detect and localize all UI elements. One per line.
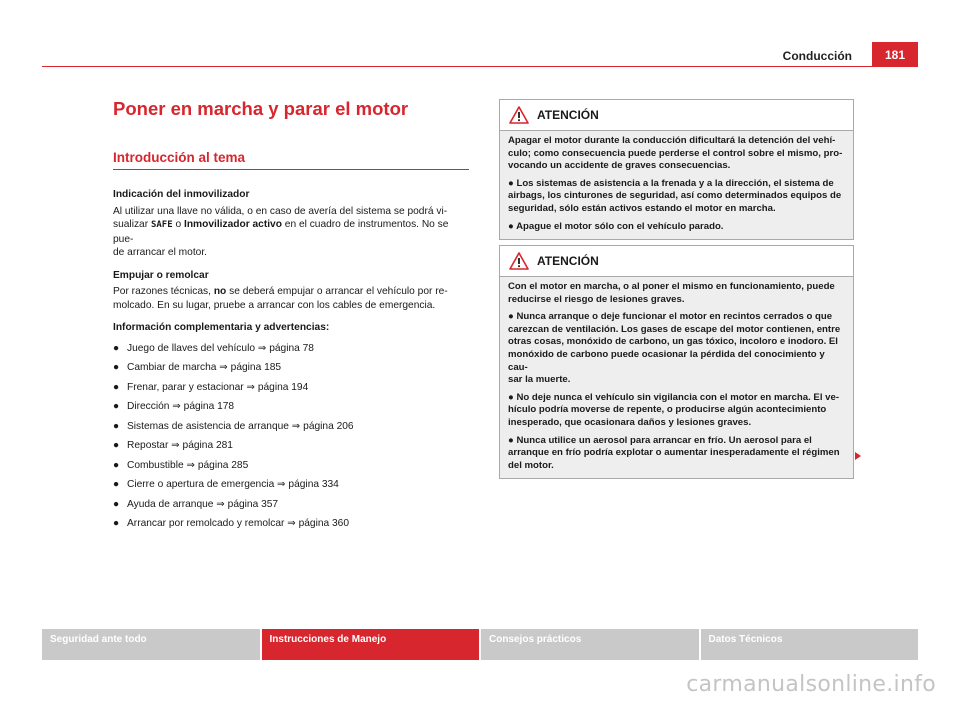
immobilizer-text — [113, 205, 469, 260]
push-line-1a: Por razones técnicas, — [113, 286, 211, 297]
page-link[interactable]: Combustible ⇒ página 285 — [127, 459, 249, 471]
warning-line: carezcan de ventilación. Los gases de escape del motor contienen, entre — [508, 323, 841, 335]
warning-title: ATENCIÓN — [537, 254, 599, 268]
immobilizer-active-label: Inmovilizador activo — [184, 219, 282, 230]
list-item: ● Frenar, parar y estacionar ⇒ página 194 — [113, 381, 309, 393]
immobilizer-line-1: Al utilizar una llave no válida, o en caso de avería del sistema se podrá vi- — [113, 205, 448, 217]
immobilizer-heading: Indicación del inmovilizador — [113, 189, 250, 200]
warning-paragraph — [508, 435, 845, 473]
warning-paragraph — [508, 178, 845, 216]
warning-line: otras cosas, monóxido de carbono, un gas tóxico, incoloro e inodoro. El — [508, 336, 838, 348]
continue-arrow-icon — [855, 452, 861, 460]
warning-line: vocando un accidente de graves consecuencias. — [508, 160, 731, 172]
section-subtitle: Introducción al tema — [113, 150, 469, 170]
tab-datos[interactable]: Datos Técnicos — [701, 629, 919, 660]
list-item: ● Ayuda de arranque ⇒ página 357 — [113, 498, 279, 510]
warning-line: inesperado, que ocasionara daños y lesiones graves. — [508, 416, 752, 428]
immobilizer-line-2a: sualizar — [113, 219, 149, 230]
warning-line: ● Apague el motor sólo con el vehículo parado. — [508, 220, 724, 232]
page-link[interactable]: Ayuda de arranque ⇒ página 357 — [127, 498, 279, 510]
reference-list — [113, 342, 469, 531]
left-column — [113, 98, 469, 537]
tab-seguridad[interactable]: Seguridad ante todo — [42, 629, 260, 660]
warning-triangle-icon — [509, 252, 529, 270]
warning-line: ● No deje nunca el vehículo sin vigilancia con el motor en marcha. El ve- — [508, 391, 840, 403]
warning-line: ● Los sistemas de asistencia a la frenada y a la dirección, el sistema de — [508, 177, 834, 189]
list-item: ● Cierre o apertura de emergencia ⇒ página 334 — [113, 479, 339, 490]
list-item: ● Repostar ⇒ página 281 — [113, 440, 233, 451]
header-rule — [42, 66, 918, 67]
warning-paragraph — [508, 221, 845, 234]
page-number: 181 — [872, 42, 918, 67]
page-link[interactable]: Cierre o apertura de emergencia ⇒ página 334 — [127, 479, 339, 490]
list-item: ● Juego de llaves del vehículo ⇒ página 78 — [113, 342, 314, 354]
immobilizer-line-2d: en el cuadro de instrumentos. No se pue- — [113, 219, 449, 245]
warning-paragraph — [508, 281, 845, 306]
tab-instrucciones[interactable]: Instrucciones de Manejo — [262, 629, 480, 660]
list-item: ● Dirección ⇒ página 178 — [113, 401, 235, 412]
list-item: ● Arrancar por remolcado y remolcar ⇒ página 360 — [113, 518, 350, 529]
warning-box — [499, 245, 854, 479]
warning-paragraph — [508, 135, 845, 173]
page-link[interactable]: Repostar ⇒ página 281 — [127, 440, 233, 451]
list-item: ● Combustible ⇒ página 285 — [113, 459, 249, 471]
safe-symbol: SAFE — [150, 220, 173, 230]
page-link[interactable]: Frenar, parar y estacionar ⇒ página 194 — [127, 381, 309, 393]
immobilizer-line-2b: o — [175, 219, 182, 230]
list-item: ● Cambiar de marcha ⇒ página 185 — [113, 362, 282, 373]
list-item: ● Sistemas de asistencia de arranque ⇒ página 206 — [113, 420, 354, 432]
push-line-2: molcado. En su lugar, pruebe a arrancar con los cables de emergencia. — [113, 299, 436, 311]
warning-line: airbags, los cinturones de seguridad, así como determinados equipos de — [508, 190, 842, 202]
page-link[interactable]: Sistemas de asistencia de arranque ⇒ página 206 — [127, 420, 354, 432]
page-link[interactable]: Cambiar de marcha ⇒ página 185 — [127, 362, 282, 373]
warning-paragraph — [508, 392, 845, 430]
warning-header — [500, 246, 853, 277]
warning-triangle-icon — [509, 106, 529, 124]
page-link[interactable]: Juego de llaves del vehículo ⇒ página 78 — [127, 342, 314, 354]
page-link[interactable]: Arrancar por remolcado y remolcar ⇒ página 360 — [127, 518, 350, 529]
immobilizer-line-3: de arrancar el motor. — [113, 247, 207, 258]
warning-paragraph — [508, 311, 845, 387]
section-name: Conducción — [782, 49, 852, 63]
warning-line: hículo podría moverse de repente, o producirse algún acontecimiento — [508, 404, 827, 416]
warning-box — [499, 99, 854, 240]
warning-body — [500, 277, 853, 478]
warning-line: Con el motor en marcha, o al poner el mismo en funcionamiento, puede — [508, 281, 835, 292]
push-line-1c: se deberá empujar o arrancar el vehículo por re- — [229, 286, 448, 297]
warning-body — [500, 131, 853, 239]
warning-line: seguridad, sólo están activos estando el motor en marcha. — [508, 202, 776, 214]
warning-line: ● Nunca arranque o deje funcionar el motor en recintos cerrados o que — [508, 311, 833, 323]
warning-line: reducirse el riesgo de lesiones graves. — [508, 293, 685, 305]
warning-line: monóxido de carbono puede ocasionar la pérdida del conocimiento y cau- — [508, 348, 825, 373]
push-heading: Empujar o remolcar — [113, 269, 209, 281]
page-title: Poner en marcha y parar el motor — [113, 98, 409, 119]
footer-tabs — [42, 629, 918, 660]
warning-line: del motor. — [508, 459, 554, 471]
info-heading: Información complementaria y advertencias: — [113, 322, 330, 333]
push-text — [113, 285, 469, 312]
warning-line: sar la muerte. — [508, 374, 571, 386]
tab-consejos[interactable]: Consejos prácticos — [481, 629, 699, 660]
warning-line: Apagar el motor durante la conducción dificultará la detención del vehí- — [508, 135, 836, 146]
warning-header — [500, 100, 853, 131]
push-no: no — [213, 286, 227, 297]
warning-title: ATENCIÓN — [537, 108, 599, 122]
watermark: carmanualsonline.info — [686, 672, 936, 697]
warning-line: arranque en frío podría explotar o aumentar inesperadamente el régimen — [508, 447, 840, 459]
page-link[interactable]: Dirección ⇒ página 178 — [127, 401, 235, 412]
warning-line: ● Nunca utilice un aerosol para arrancar en frío. Un aerosol para el — [508, 434, 812, 446]
warning-line: culo; como consecuencia puede perderse el control sobre el mismo, pro- — [508, 147, 843, 159]
